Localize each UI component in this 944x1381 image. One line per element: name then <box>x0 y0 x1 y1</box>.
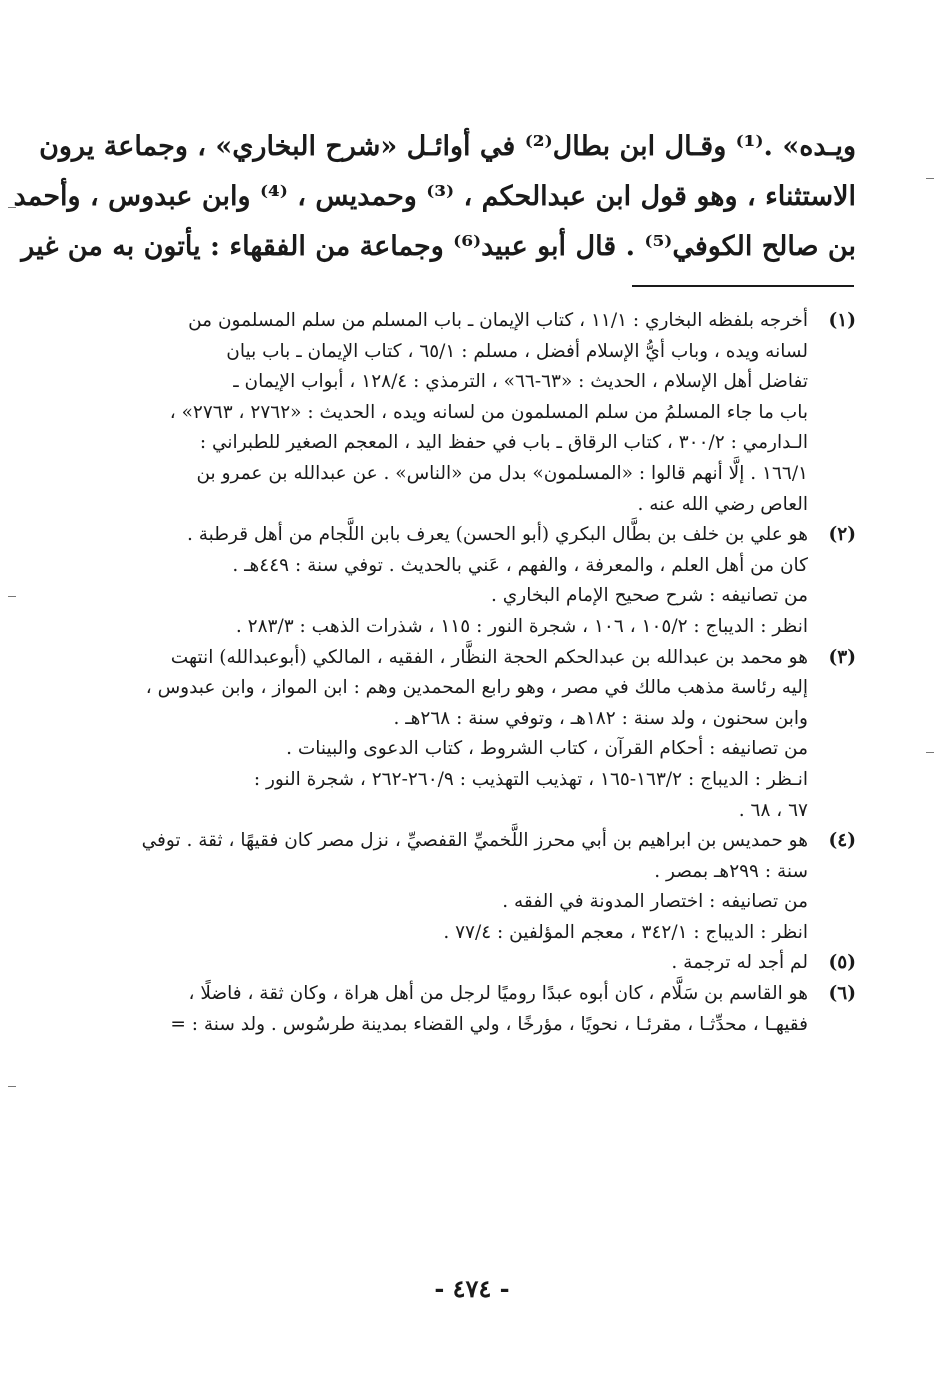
footnote-number: (٤) <box>828 830 856 852</box>
footnote-body <box>104 306 808 520</box>
footnote-line: من تصانيفه : أحكام القرآن ، كتاب الشروط ، كتاب الدعوى والبينات . <box>286 738 808 760</box>
footnote-line: أخرجه بلفظه البخاري : ١١/١ ، كتاب الإيمان ـ باب المسلم من سلم المسلمون من <box>188 310 808 331</box>
footnote-number: (١) <box>828 310 856 331</box>
footnote-line: لم أجد له ترجمة . <box>671 952 808 974</box>
page-number: - ٤٧٤ - <box>434 1274 510 1303</box>
main-text-line: الاستثناء ، وهو قول ابن عبدالحكم ، ⁽³⁾ وحمديس ، ⁽⁴⁾ وابن عبدوس ، وأحمد <box>13 181 856 212</box>
footnote-line: انظر : الديباج : ١٠٥/٢ ، ١٠٦ ، شجرة النور : ١١٥ ، شذرات الذهب : ٢٨٣/٣ . <box>235 615 808 637</box>
footnote-line: من تصانيفه : اختصار المدونة في الفقه . <box>502 891 808 913</box>
footnote-separator <box>632 285 854 287</box>
footnote-line: هو علي بن خلف بن بطَّال البكري (أبو الحسن) يعرف بابن اللَّجام من أهل قرطبة . <box>187 524 808 546</box>
footnote-line: هو محمد بن عبدالله بن عبدالحكم الحجة النظَّار ، الفقيه ، المالكي (أبوعبدالله) انتهت <box>170 646 808 668</box>
margin-mark <box>8 596 16 597</box>
footnote-4 <box>104 826 856 948</box>
footnote-number: (٢) <box>828 524 856 546</box>
footnote-line: لسانه ويده ، وباب أيُّ الإسلام أفضل ، مسلم : ٦٥/١ ، كتاب الإيمان ـ باب بيان <box>226 340 808 362</box>
margin-mark <box>8 207 16 208</box>
footnote-line: هو حمديس بن ابراهيم بن أبي محرز اللَّخميِّ القفصيِّ ، نزل مصر كان فقيهًا ، ثقة . توفي <box>141 830 808 852</box>
footnote-line: باب ما جاء المسلمُ من سلم المسلمون من لسانه ويده ، الحديث : «٢٧٦٢ ، ٢٧٦٣» ، <box>169 401 808 423</box>
margin-mark <box>8 1086 16 1087</box>
footnote-body <box>104 948 808 979</box>
footnote-body <box>104 643 808 827</box>
main-text-block <box>13 122 856 272</box>
footnote-line: إليه رئاسة مذهب مالك في مصر ، وهو رابع المحمدين وهم : ابن المواز ، وابن عبدوس ، <box>145 677 808 699</box>
footnote-line: من تصانيفه : شرح صحيح الإمام البخاري . <box>491 585 808 607</box>
footnote-body <box>104 979 808 1040</box>
footnote-line: سنة : ٢٩٩هـ بمصر . <box>654 860 808 882</box>
footnote-1 <box>104 306 856 520</box>
main-text-line: ويـده» .⁽¹⁾ وقـال ابن بطال⁽²⁾ في أوائـل «شرح البخاري» ، وجماعة يرون <box>39 131 856 162</box>
footnote-2 <box>104 520 856 642</box>
footnote-line: العاص رضي الله عنه . <box>637 493 808 515</box>
margin-mark <box>926 178 934 179</box>
footnote-line: ١٦٦/١ . إلَّا أنهم قالوا : «المسلمون» بدل من «الناس» . عن عبدالله بن عمرو بن <box>196 462 808 484</box>
footnote-line: تفاضل أهل الإسلام ، الحديث : «٦٣-٦٦» ، الترمذي : ١٢٨/٤ ، أبواب الإيمان ـ <box>233 371 808 393</box>
footnote-5 <box>104 948 856 979</box>
main-text-line: بن صالح الكوفي⁽⁵⁾ . قال أبو عبيد⁽⁶⁾ وجماعة من الفقهاء : يأتون به من غير <box>21 231 856 262</box>
footnote-3 <box>104 643 856 827</box>
footnote-line: ٦٧ ، ٦٨ . <box>738 799 808 821</box>
footnote-6 <box>104 979 856 1040</box>
footnote-line: انظر : الديباج : ٣٤٢/١ ، معجم المؤلفين : ٧٧/٤ . <box>443 921 808 943</box>
footnote-line: وابن سحنون ، ولد سنة : ١٨٢هـ ، وتوفي سنة : ٢٦٨هـ . <box>393 707 808 729</box>
footnote-line: هو القاسم بن سَلَّام ، كان أبوه عبدًا روميًا لرجل من أهل هراة ، وكان ثقة ، فاضلًا ، <box>188 983 808 1005</box>
footnote-number: (٥) <box>828 952 856 974</box>
footnote-line: فقيهـا ، محدِّثـا ، مقرئـا ، نحويًا ، مؤرخًا ، ولي القضاء بمدينة طرسُوس . ولد سنة : = <box>170 1013 808 1035</box>
footnotes-section <box>104 306 856 1040</box>
footnote-line: انـظر : الديباج : ١٦٣/٢-١٦٥ ، تهذيب التهذيب : ٢٦٠/٩-٢٦٢ ، شجرة النور : <box>253 768 808 790</box>
footnote-line: كان من أهل العلم ، والمعرفة ، والفهم ، عَني بالحديث . توفي سنة : ٤٤٩هـ . <box>232 554 808 576</box>
footnote-body <box>104 826 808 948</box>
footnote-number: (٣) <box>828 646 856 668</box>
footnote-number: (٦) <box>828 983 856 1005</box>
margin-mark <box>926 752 934 753</box>
footnote-body <box>104 520 808 642</box>
footnote-line: الـدارمي : ٣٠٠/٢ ، كتاب الرقاق ـ باب في حفظ اليد ، المعجم الصغير للطبراني : <box>199 432 808 454</box>
